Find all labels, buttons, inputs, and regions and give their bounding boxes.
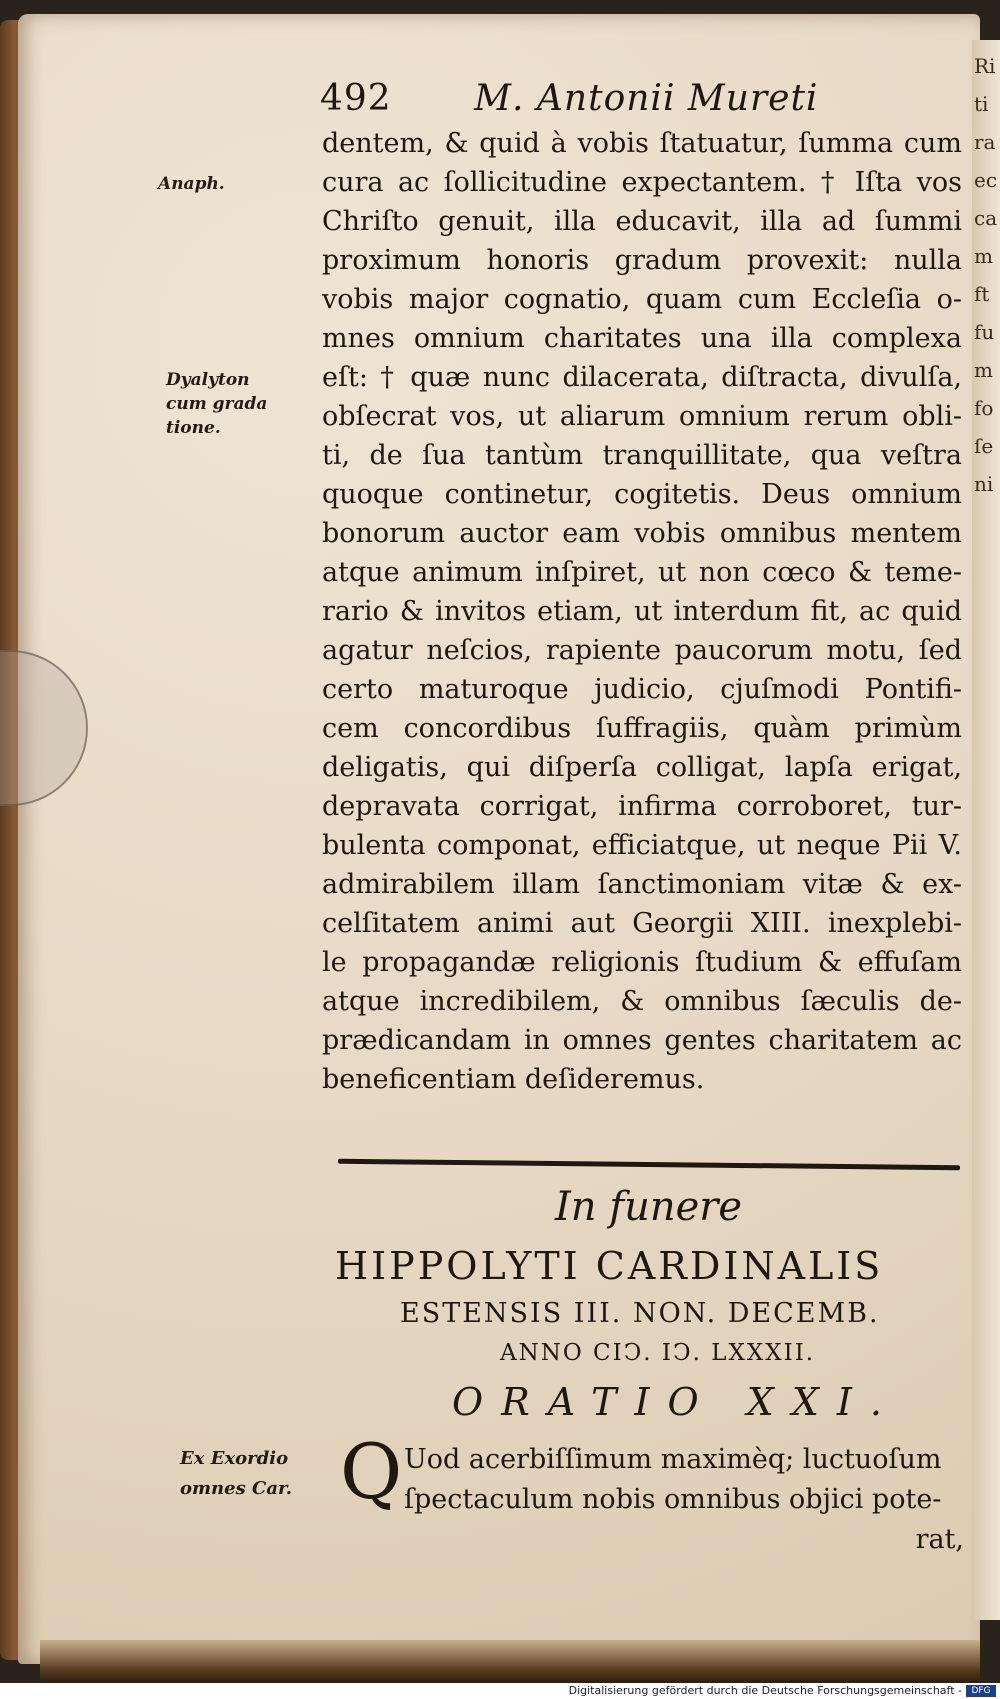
edge-fragment: ec bbox=[974, 168, 998, 192]
oration-heading: ORATIO XXI. bbox=[452, 1380, 900, 1424]
section-title-line: ANNO CIↃ. IↃ. LXXXII. bbox=[500, 1340, 816, 1366]
page-number: 492 bbox=[320, 78, 392, 119]
text-line: Chriſto genuit, illa educavit, illa ad ſummi bbox=[322, 206, 962, 237]
text-line: cem concordibus ſuffragiis, quàm primùm bbox=[322, 713, 962, 744]
text-line: atque incredibilem, & omnibus ſæculis de- bbox=[322, 986, 962, 1017]
digitization-footer bbox=[0, 1683, 1000, 1699]
margin-note-dyalyton bbox=[166, 368, 267, 440]
text-line: prædicandam in omnes gentes charitatem ac bbox=[322, 1025, 962, 1056]
text-line: atque animum inſpiret, ut non cœco & teme- bbox=[322, 557, 962, 588]
text-line: rat, bbox=[915, 1524, 964, 1555]
section-title-line: In funere bbox=[555, 1184, 743, 1230]
text-line: certo maturoque judicio, cjuſmodi Pontifi- bbox=[322, 674, 962, 705]
margin-note-anaph bbox=[158, 172, 225, 196]
running-header bbox=[320, 78, 880, 119]
text-line: mnes omnium charitates una illa complexa bbox=[322, 323, 962, 354]
text-line: agatur neſcios, rapiente paucorum motu, ſed bbox=[322, 635, 962, 666]
text-line: bonorum auctor eam vobis omnibus mentem bbox=[322, 518, 962, 549]
running-title: M. Antonii Mureti bbox=[474, 78, 819, 119]
text-line: beneficentiam deſideremus. bbox=[322, 1064, 705, 1095]
text-line: Uod acerbiſſimum maximèq; luctuoſum bbox=[404, 1444, 942, 1475]
next-page-edge bbox=[972, 40, 1000, 1620]
text-line: cura ac ſollicitudine expectantem. † Iſta vos bbox=[322, 167, 962, 198]
edge-fragment: m bbox=[974, 358, 993, 382]
text-line: proximum honoris gradum provexit: nulla bbox=[322, 245, 962, 276]
edge-fragment: Ri bbox=[974, 54, 996, 78]
text-line: dentem, & quid à vobis ſtatuatur, ſumma cum bbox=[322, 128, 962, 159]
margin-note-line: omnes Car. bbox=[180, 1478, 293, 1499]
edge-fragment: ni bbox=[974, 472, 994, 496]
body-text bbox=[322, 124, 962, 1099]
edge-fragment: ſe bbox=[974, 434, 994, 458]
page-stack-edge bbox=[40, 1640, 980, 1683]
text-line: depravata corrigat, infirma corroboret, tur- bbox=[322, 791, 962, 822]
text-line: quoque continetur, cogitetis. Deus omnium bbox=[322, 479, 962, 510]
margin-note-exordio bbox=[180, 1444, 292, 1504]
edge-fragment: ca bbox=[974, 206, 998, 230]
margin-note-line: Dyalyton bbox=[166, 370, 250, 390]
edge-fragment: m bbox=[974, 244, 993, 268]
text-line: ti, de ſua tantùm tranquillitate, qua veſtra bbox=[322, 440, 962, 471]
margin-note-line: Anaph. bbox=[158, 174, 225, 194]
margin-note-line: cum grada bbox=[166, 394, 268, 414]
text-line: eſt: † quæ nunc dilacerata, diſtracta, divulſa, bbox=[322, 362, 962, 393]
text-line: rario & invitos etiam, ut interdum fit, ac quid bbox=[322, 596, 962, 627]
edge-fragment: fo bbox=[974, 396, 994, 420]
text-line: admirabilem illam ſanctimoniam vitæ & ex- bbox=[322, 869, 962, 900]
margin-note-line: tione. bbox=[166, 418, 221, 438]
text-line: celſitatem animi aut Georgii XIII. inexplebi- bbox=[322, 908, 962, 939]
drop-cap: Q bbox=[340, 1427, 403, 1516]
edge-fragment: ti bbox=[974, 92, 989, 116]
edge-fragment: fu bbox=[974, 320, 995, 344]
edge-fragment: ra bbox=[974, 130, 996, 154]
opening-paragraph bbox=[404, 1440, 964, 1560]
section-title-line: HIPPOLYTI CARDINALIS bbox=[335, 1244, 884, 1288]
text-line: ſpectaculum nobis omnibus objici pote- bbox=[404, 1484, 942, 1515]
text-line: deligatis, qui diſperſa colligat, lapſa erigat, bbox=[322, 752, 962, 783]
text-line: le propagandæ religionis ſtudium & effuſam bbox=[322, 947, 962, 978]
text-line: vobis major cognatio, quam cum Eccleſia o- bbox=[322, 284, 962, 315]
footer-credit: Digitalisierung gefördert durch die Deutsche Forschungsgemeinschaft - bbox=[568, 1684, 962, 1697]
text-line: obſecrat vos, ut aliarum omnium rerum obli- bbox=[322, 401, 962, 432]
dfg-logo: DFG bbox=[966, 1685, 996, 1697]
section-title-line: ESTENSIS III. NON. DECEMB. bbox=[400, 1298, 880, 1329]
edge-fragment: ft bbox=[974, 282, 990, 306]
text-line: bulenta componat, efficiatque, ut neque Pii V. bbox=[322, 830, 962, 861]
margin-note-line: Ex Exordio bbox=[180, 1448, 289, 1469]
